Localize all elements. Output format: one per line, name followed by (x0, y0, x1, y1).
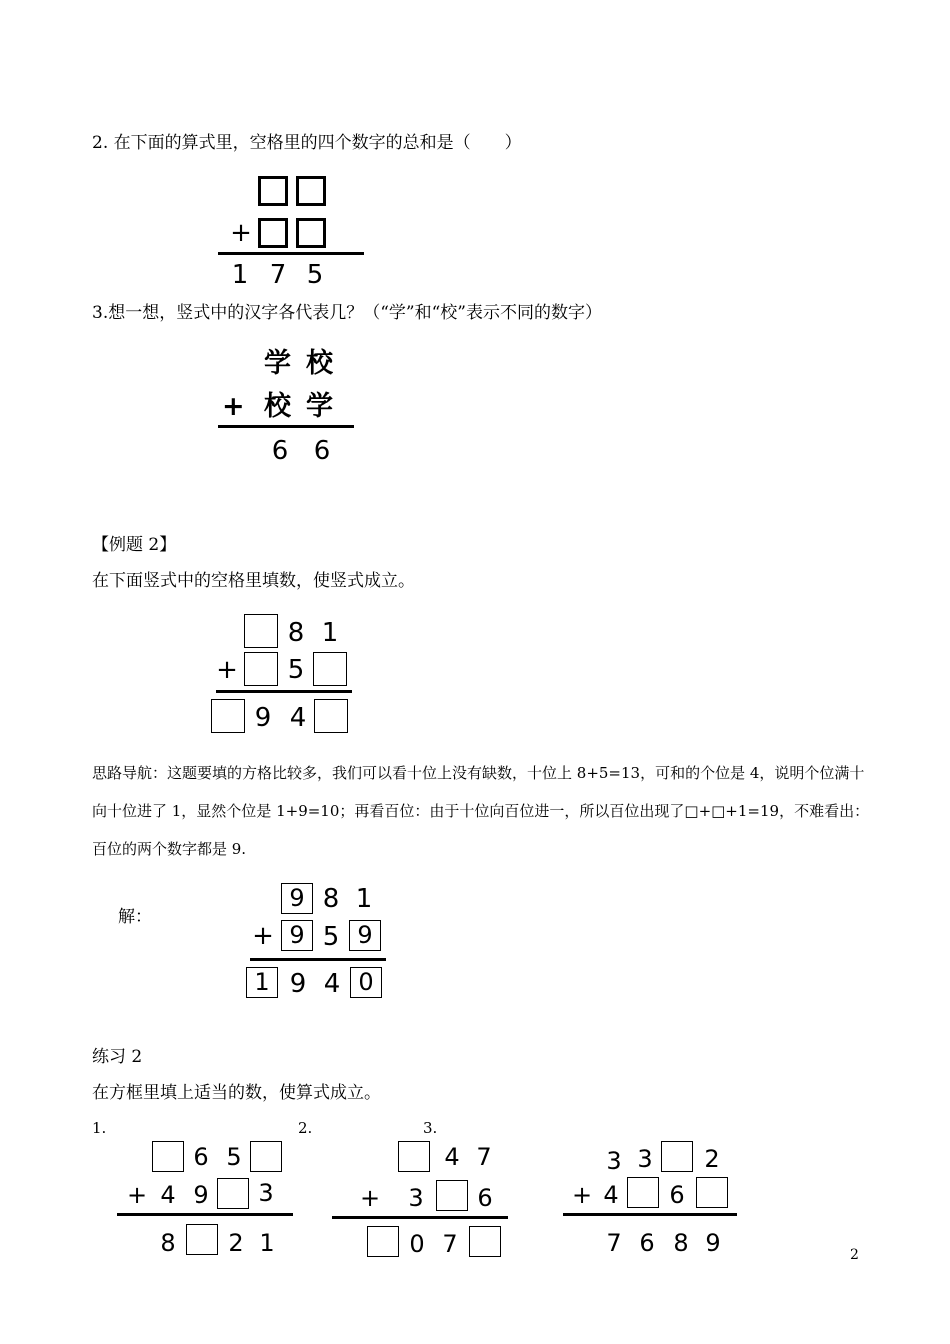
practice3-digit: 6 (669, 1181, 685, 1209)
example2-digit: 5 (287, 655, 305, 685)
q2-plus-sign: + (230, 218, 252, 248)
solution-digit: 9 (289, 969, 307, 999)
solution-digit: 8 (322, 884, 340, 914)
practice2-instruction: 在方框里填上适当的数，使算式成立。 (92, 1083, 381, 1103)
practice3-label: 3. (423, 1119, 438, 1137)
q2-result-digit: 7 (269, 260, 287, 290)
practice2-digit: 4 (444, 1143, 460, 1171)
q2-blank-box[interactable] (296, 176, 326, 206)
practice1-blank-box[interactable] (152, 1141, 184, 1172)
example2-blank-box[interactable] (314, 699, 348, 733)
practice2-blank-box[interactable] (367, 1226, 399, 1257)
solution-filled-box: 9 (281, 920, 313, 951)
solution-filled-box: 9 (281, 883, 313, 914)
q2-result-digit: 5 (306, 260, 324, 290)
practice3-digit: 2 (704, 1145, 720, 1173)
practice1-blank-box[interactable] (217, 1178, 249, 1209)
practice1-digit: 2 (228, 1229, 244, 1257)
example2-blank-box[interactable] (244, 652, 278, 686)
practice3-digit: 3 (637, 1145, 653, 1173)
practice2-blank-box[interactable] (436, 1180, 468, 1211)
example2-blank-box[interactable] (244, 614, 278, 648)
practice2-digit: 7 (476, 1143, 492, 1171)
practice1-plus-sign: + (126, 1181, 148, 1209)
practice3-blank-box[interactable] (661, 1141, 693, 1172)
example2-heading: 【例题 2】 (92, 535, 177, 555)
practice1-sum-line (117, 1213, 293, 1216)
solution-sum-line (250, 958, 386, 961)
practice3-blank-box[interactable] (696, 1177, 728, 1208)
practice3-digit: 6 (639, 1229, 655, 1257)
practice1-digit: 6 (193, 1143, 209, 1171)
practice1-digit: 9 (193, 1181, 209, 1209)
q3-hanzi-xiao: 校 (264, 391, 291, 422)
q3-sum-line (218, 425, 354, 428)
example2-plus-sign: + (216, 655, 238, 685)
solution-digit: 4 (323, 969, 341, 999)
solution-plus-sign: + (252, 921, 274, 951)
practice1-digit: 1 (259, 1229, 275, 1257)
practice3-digit: 9 (705, 1229, 721, 1257)
practice3-digit: 3 (606, 1147, 622, 1175)
practice1-blank-box[interactable] (186, 1224, 218, 1255)
example2-digit: 8 (287, 618, 305, 648)
example2-blank-box[interactable] (313, 652, 347, 686)
q3-hanzi-xue: 学 (306, 391, 333, 422)
example2-digit: 1 (321, 618, 339, 648)
practice2-blank-box[interactable] (469, 1226, 501, 1257)
q3-hanzi-xiao: 校 (306, 348, 333, 379)
solution-label: 解： (118, 907, 152, 927)
example2-digit: 4 (289, 703, 307, 733)
q2-text: 2. 在下面的算式里，空格里的四个数字的总和是（ ） (92, 133, 522, 153)
q2-result-digit: 1 (231, 260, 249, 290)
practice2-heading: 练习 2 (92, 1047, 143, 1067)
example2-sum-line (216, 690, 352, 693)
practice1-blank-box[interactable] (250, 1141, 282, 1172)
q2-sum-line (218, 252, 364, 255)
practice2-digit: 7 (442, 1230, 458, 1258)
practice3-sum-line (563, 1213, 737, 1216)
example2-digit: 9 (254, 703, 272, 733)
solution-filled-box: 0 (350, 967, 382, 998)
practice2-sum-line (332, 1216, 508, 1219)
q2-blank-box[interactable] (258, 218, 288, 248)
practice2-label: 2. (298, 1119, 313, 1137)
practice3-digit: 7 (606, 1229, 622, 1257)
practice2-digit: 6 (477, 1184, 493, 1212)
example2-instruction: 在下面竖式中的空格里填数，使竖式成立。 (92, 571, 415, 591)
practice2-digit: 0 (409, 1230, 425, 1258)
solution-digit: 5 (322, 922, 340, 952)
practice1-label: 1. (92, 1119, 107, 1137)
q3-result-digit: 6 (271, 436, 289, 466)
practice1-digit: 3 (258, 1179, 274, 1207)
example2-blank-box[interactable] (211, 699, 245, 733)
practice2-blank-box[interactable] (398, 1141, 430, 1172)
practice3-plus-sign: + (571, 1181, 593, 1209)
q3-plus-sign: + (222, 391, 245, 422)
q3-text: 3.想一想，竖式中的汉字各代表几？（“学”和“校”表示不同的数字） (92, 303, 602, 323)
practice1-digit: 4 (160, 1181, 176, 1209)
page-number: 2 (850, 1247, 859, 1263)
practice2-plus-sign: + (359, 1184, 381, 1212)
q2-blank-box[interactable] (258, 176, 288, 206)
q3-result-digit: 6 (313, 436, 331, 466)
practice3-digit: 4 (603, 1181, 619, 1209)
solution-filled-box: 9 (349, 920, 381, 951)
practice1-digit: 8 (160, 1229, 176, 1257)
practice1-digit: 5 (226, 1143, 242, 1171)
example2-analysis: 思路导航：这题要填的方格比较多，我们可以看十位上没有缺数，十位上 8+5=13，可和的个位是 4，说明个位满十向十位进了 1，显然个位是 1+9=10；再看百位：由于十位向百位进一，所以百位出现了□+□+1=19，不难看出：百位的两个数字都是 9. (92, 764, 870, 858)
solution-filled-box: 1 (246, 967, 278, 998)
practice2-digit: 3 (408, 1184, 424, 1212)
practice3-digit: 8 (673, 1229, 689, 1257)
solution-digit: 1 (355, 884, 373, 914)
q3-hanzi-xue: 学 (264, 348, 291, 379)
q2-blank-box[interactable] (296, 218, 326, 248)
practice3-blank-box[interactable] (627, 1177, 659, 1208)
